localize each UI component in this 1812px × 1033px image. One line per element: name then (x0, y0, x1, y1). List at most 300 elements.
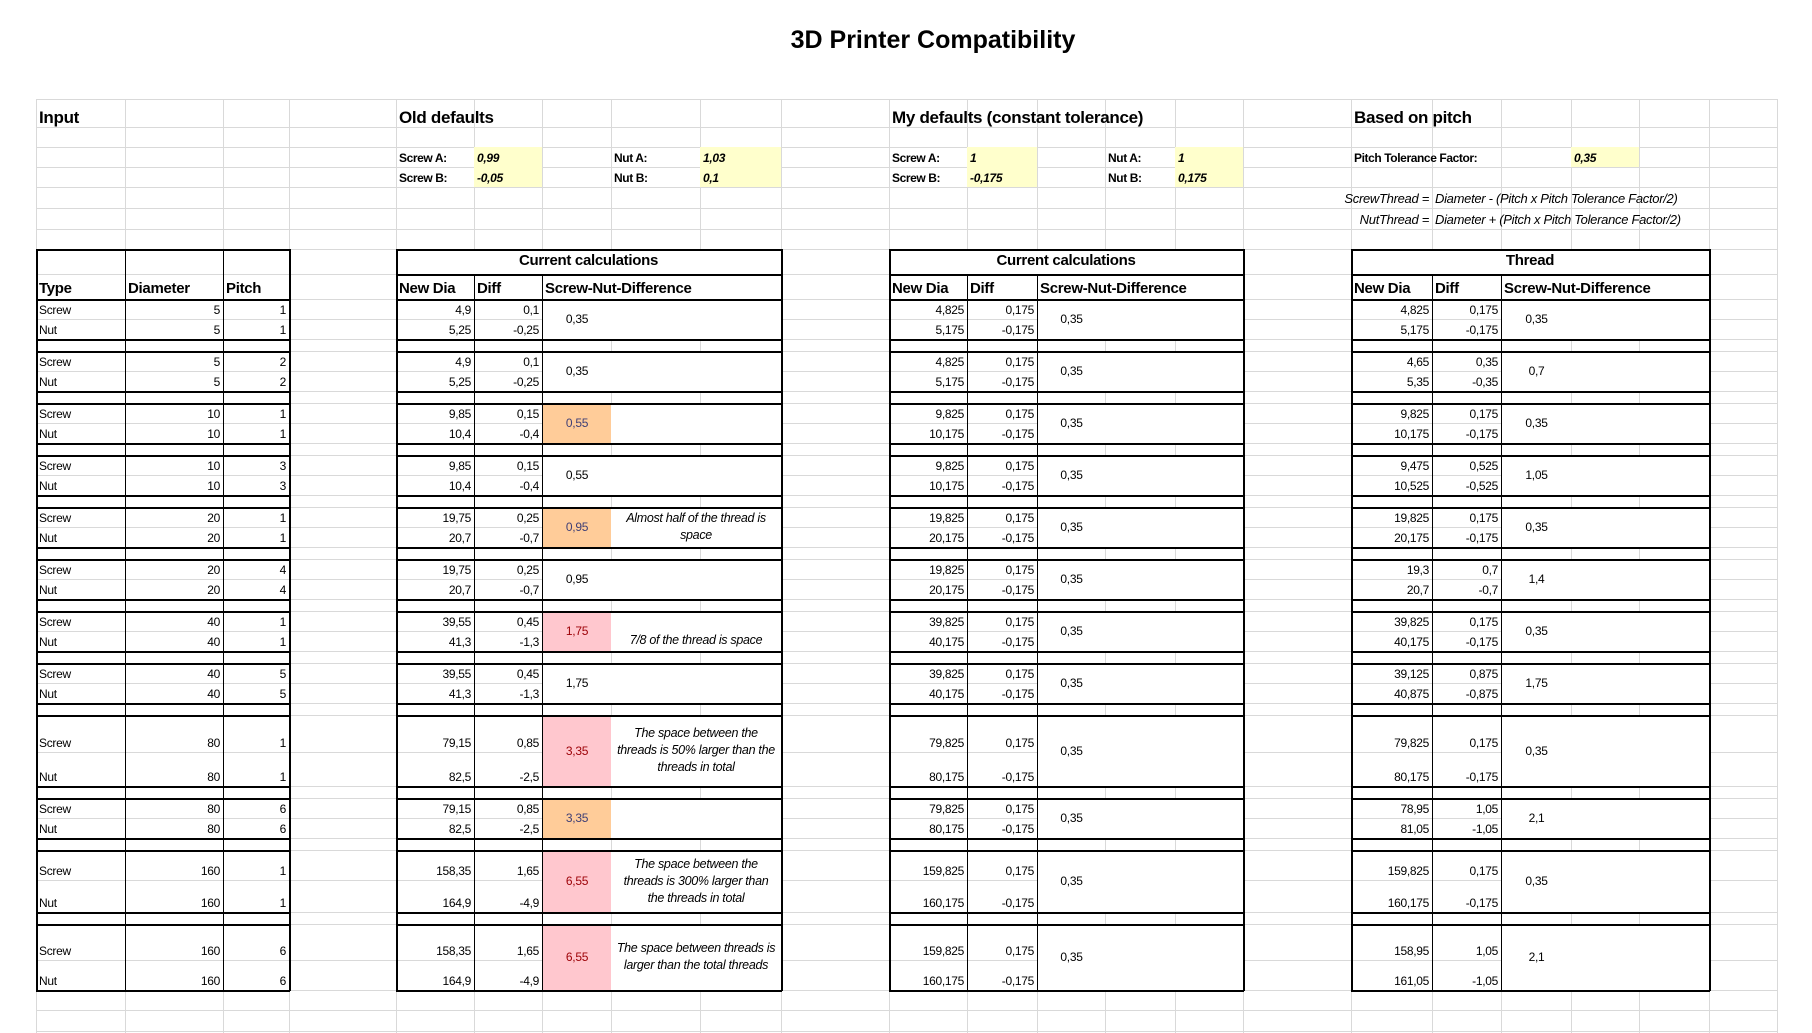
table-border (36, 611, 290, 613)
table-border (474, 274, 475, 991)
old-diff-cell: 0,45 (516, 667, 539, 681)
my-screw-nut-difference-value: 0,35 (1038, 301, 1105, 339)
input-pitch-cell: 1 (279, 303, 286, 317)
table-border (396, 274, 782, 276)
table-border (36, 663, 290, 665)
old-diff-cell: 1,65 (516, 944, 539, 958)
thread-new-dia-cell: 10,525 (1394, 479, 1429, 493)
table-border (289, 249, 291, 991)
old-diff-cell: 1,65 (516, 864, 539, 878)
thread-screw-nut-difference-value: 0,35 (1502, 405, 1571, 443)
old-diff-cell: -1,3 (519, 635, 539, 649)
old-new-dia-cell: 164,9 (442, 974, 471, 988)
table-border (396, 249, 398, 991)
old-new-dia-cell: 19,75 (442, 563, 471, 577)
gridline (36, 1010, 1778, 1011)
my-comment-cell (1105, 717, 1243, 786)
input-type-cell: Nut (39, 822, 57, 836)
section-my-title: My defaults (constant tolerance) (892, 108, 1144, 127)
input-pitch-cell: 1 (279, 615, 286, 629)
thread-new-dia-cell: 40,875 (1394, 687, 1429, 701)
input-diameter-cell: 40 (207, 615, 220, 629)
input-type-cell: Nut (39, 896, 57, 910)
old-comment-cell (611, 353, 781, 391)
table-border (889, 850, 1244, 852)
my-diff-cell: 0,175 (1005, 355, 1034, 369)
my-comment-cell (1105, 665, 1243, 703)
pitch-factor-label: Pitch Tolerance Factor: (1354, 151, 1478, 165)
input-diameter-cell: 160 (200, 864, 220, 878)
old-new-dia-cell: 39,55 (442, 667, 471, 681)
input-pitch-cell: 1 (279, 770, 286, 784)
table-border (36, 850, 290, 852)
old-comment-cell (611, 800, 781, 838)
old-diff-cell: -4,9 (519, 896, 539, 910)
input-type-cell: Screw (39, 864, 71, 878)
sheet-title: 3D Printer Compatibility (790, 26, 1076, 54)
table-border (889, 912, 1244, 914)
table-border (36, 798, 290, 800)
old-new-dia-cell: 10,4 (448, 427, 471, 441)
old-screw-nut-difference-value: 0,55 (543, 405, 611, 443)
my-new-dia-cell: 9,825 (935, 459, 964, 473)
my-screw-b-input[interactable]: -0,175 (967, 167, 1037, 187)
table-border (36, 339, 290, 341)
thread-new-dia-cell: 159,825 (1387, 864, 1429, 878)
input-pitch-cell: 1 (279, 635, 286, 649)
my-diff-cell: -0,175 (1001, 635, 1034, 649)
input-type-cell: Screw (39, 407, 71, 421)
my-diff-cell: 0,175 (1005, 736, 1034, 750)
input-diameter-cell: 160 (200, 974, 220, 988)
thread-comment-cell (1571, 717, 1709, 786)
my-diff-cell: -0,175 (1001, 822, 1034, 836)
table-border (1351, 547, 1710, 549)
thread-diff-cell: -0,525 (1465, 479, 1498, 493)
my-new-dia-cell: 79,825 (929, 802, 964, 816)
table-border (889, 990, 1244, 992)
my-diff-cell: -0,175 (1001, 974, 1034, 988)
thread-new-dia-cell: 19,3 (1406, 563, 1429, 577)
input-pitch-cell: 1 (279, 896, 286, 910)
table-border (1351, 651, 1710, 653)
thread-diff-cell: 0,175 (1469, 615, 1498, 629)
table-border (396, 443, 782, 445)
old-screw-nut-difference-value: 0,55 (543, 457, 611, 495)
my-new-dia-cell: 19,825 (929, 511, 964, 525)
table-border (396, 850, 782, 852)
input-diameter-cell: 80 (207, 802, 220, 816)
table-border (396, 798, 782, 800)
old-new-dia-cell: 5,25 (448, 375, 471, 389)
input-pitch-cell: 1 (279, 323, 286, 337)
input-type-cell: Nut (39, 687, 57, 701)
header-type: Type (39, 280, 72, 297)
my-header-new-dia: New Dia (892, 280, 949, 297)
my-diff-cell: 0,175 (1005, 459, 1034, 473)
input-diameter-cell: 80 (207, 822, 220, 836)
old-screw-nut-difference-value: 0,35 (543, 353, 611, 391)
old-comment-cell: 7/8 of the thread is space (611, 613, 781, 651)
table-border (889, 339, 1244, 341)
table-border (1709, 249, 1711, 991)
thread-new-dia-cell: 4,65 (1406, 355, 1429, 369)
my-screw-nut-difference-value: 0,35 (1038, 561, 1105, 599)
table-border (889, 786, 1244, 788)
table-border (1351, 924, 1710, 926)
thread-diff-cell: 1,05 (1475, 944, 1498, 958)
my-comment-cell (1105, 926, 1243, 990)
my-diff-cell: 0,175 (1005, 944, 1034, 958)
table-border (396, 351, 782, 353)
section-input-title: Input (39, 108, 80, 127)
table-border (36, 912, 290, 914)
table-border (1351, 351, 1710, 353)
old-new-dia-cell: 82,5 (448, 822, 471, 836)
table-border (36, 924, 290, 926)
thread-diff-cell: -0,175 (1465, 427, 1498, 441)
old-diff-cell: -0,25 (513, 323, 539, 337)
gridline (36, 229, 1778, 230)
table-border (396, 339, 782, 341)
table-border (1351, 249, 1353, 991)
thread-comment-cell (1571, 561, 1709, 599)
my-comment-cell (1105, 405, 1243, 443)
old-new-dia-cell: 19,75 (442, 511, 471, 525)
old-comment-cell (611, 457, 781, 495)
input-type-cell: Nut (39, 583, 57, 597)
table-border (396, 912, 782, 914)
table-border (1243, 249, 1245, 991)
table-border (1351, 798, 1710, 800)
thread-new-dia-cell: 78,95 (1400, 802, 1429, 816)
my-comment-cell (1105, 852, 1243, 912)
input-type-cell: Nut (39, 427, 57, 441)
table-border (889, 715, 1244, 717)
my-new-dia-cell: 10,175 (929, 427, 964, 441)
my-new-dia-cell: 40,175 (929, 687, 964, 701)
thread-diff-cell: 0,175 (1469, 864, 1498, 878)
table-border (223, 249, 224, 991)
thread-diff-cell: -0,35 (1472, 375, 1498, 389)
my-new-dia-cell: 159,825 (922, 864, 964, 878)
table-border (889, 391, 1244, 393)
thread-new-dia-cell: 5,175 (1400, 323, 1429, 337)
old-new-dia-cell: 20,7 (448, 531, 471, 545)
my-diff-cell: -0,175 (1001, 531, 1034, 545)
input-pitch-cell: 1 (279, 531, 286, 545)
input-diameter-cell: 5 (213, 303, 220, 317)
my-new-dia-cell: 79,825 (929, 736, 964, 750)
old-diff-cell: -2,5 (519, 822, 539, 836)
my-screw-a-label: Screw A: (892, 151, 940, 165)
table-border (36, 455, 290, 457)
screw-formula: Diameter - (Pitch x Pitch Tolerance Factor/2) (1435, 191, 1678, 206)
thread-screw-nut-difference-value: 0,35 (1502, 509, 1571, 547)
table-border (36, 547, 290, 549)
old-new-dia-cell: 158,35 (436, 944, 471, 958)
old-comment-cell: The space between the threads is 300% larger than the threads in total (611, 852, 781, 912)
table-border (396, 559, 782, 561)
my-new-dia-cell: 40,175 (929, 635, 964, 649)
thread-new-dia-cell: 81,05 (1400, 822, 1429, 836)
old-diff-cell: 0,1 (523, 355, 539, 369)
header-pitch: Pitch (226, 280, 262, 297)
my-new-dia-cell: 4,825 (935, 355, 964, 369)
my-comment-cell (1105, 301, 1243, 339)
old-diff-cell: -1,3 (519, 687, 539, 701)
table-border (889, 924, 1244, 926)
my-screw-nut-difference-value: 0,35 (1038, 353, 1105, 391)
input-diameter-cell: 5 (213, 375, 220, 389)
thread-new-dia-cell: 20,7 (1406, 583, 1429, 597)
my-screw-a-input[interactable]: 1 (967, 147, 1037, 167)
input-pitch-cell: 4 (279, 563, 286, 577)
old-screw-a-input[interactable]: 0,99 (474, 147, 542, 167)
old-diff-cell: -0,7 (519, 531, 539, 545)
table-border (396, 786, 782, 788)
my-header-diff: Diff (970, 280, 994, 297)
old-diff-cell: 0,25 (516, 511, 539, 525)
thread-diff-cell: -0,175 (1465, 635, 1498, 649)
table-border (36, 786, 290, 788)
input-pitch-cell: 3 (279, 479, 286, 493)
input-diameter-cell: 40 (207, 687, 220, 701)
table-border (889, 838, 1244, 840)
table-border (1351, 391, 1710, 393)
old-new-dia-cell: 164,9 (442, 896, 471, 910)
table-border (1351, 703, 1710, 705)
thread-header-screw-nut-difference: Screw-Nut-Difference (1501, 274, 1709, 299)
old-new-dia-cell: 158,35 (436, 864, 471, 878)
thread-comment-cell (1571, 665, 1709, 703)
old-screw-nut-difference-value: 0,95 (543, 509, 611, 547)
nut-formula: Diameter + (Pitch x Pitch Tolerance Factor/2) (1435, 212, 1681, 227)
table-border (889, 249, 1244, 251)
thread-screw-nut-difference-value: 0,35 (1502, 613, 1571, 651)
my-diff-cell: -0,175 (1001, 479, 1034, 493)
old-diff-cell: 0,85 (516, 736, 539, 750)
table-border (1351, 495, 1710, 497)
gridline (1777, 99, 1778, 1033)
table-border (36, 559, 290, 561)
thread-diff-cell: 0,7 (1482, 563, 1498, 577)
input-pitch-cell: 1 (279, 407, 286, 421)
my-diff-cell: -0,175 (1001, 583, 1034, 597)
my-diff-cell: 0,175 (1005, 563, 1034, 577)
table-border (1351, 850, 1710, 852)
my-diff-cell: 0,175 (1005, 407, 1034, 421)
old-header-diff: Diff (477, 280, 501, 297)
thread-new-dia-cell: 10,175 (1394, 427, 1429, 441)
table-border (1351, 249, 1710, 251)
thread-new-dia-cell: 19,825 (1394, 511, 1429, 525)
old-nut-b-label: Nut B: (614, 171, 648, 185)
table-border (1432, 274, 1433, 991)
thread-new-dia-cell: 9,825 (1400, 407, 1429, 421)
table-border (781, 249, 783, 991)
my-new-dia-cell: 80,175 (929, 770, 964, 784)
my-screw-b-label: Screw B: (892, 171, 941, 185)
my-diff-cell: -0,175 (1001, 375, 1034, 389)
section-old-title: Old defaults (399, 108, 494, 127)
table-border (1351, 663, 1710, 665)
thread-new-dia-cell: 161,05 (1394, 974, 1429, 988)
table-border (36, 249, 290, 251)
table-border (1351, 443, 1710, 445)
thread-diff-cell: 0,875 (1469, 667, 1498, 681)
table-border (396, 990, 782, 992)
my-screw-nut-difference-value: 0,35 (1038, 405, 1105, 443)
my-screw-nut-difference-value: 0,35 (1038, 800, 1105, 838)
old-screw-nut-difference-value: 1,75 (543, 665, 611, 703)
thread-new-dia-cell: 80,175 (1394, 770, 1429, 784)
input-diameter-cell: 20 (207, 511, 220, 525)
input-type-cell: Screw (39, 563, 71, 577)
input-pitch-cell: 1 (279, 427, 286, 441)
input-type-cell: Nut (39, 375, 57, 389)
table-border (396, 715, 782, 717)
input-pitch-cell: 1 (279, 511, 286, 525)
table-border (36, 299, 290, 301)
table-border (36, 651, 290, 653)
table-border (396, 299, 782, 301)
old-new-dia-cell: 82,5 (448, 770, 471, 784)
table-border (1351, 507, 1710, 509)
old-comment-cell (611, 561, 781, 599)
old-screw-nut-difference-value: 0,95 (543, 561, 611, 599)
table-border (889, 249, 891, 991)
table-border (889, 299, 1244, 301)
thread-comment-cell (1571, 852, 1709, 912)
thread-screw-nut-difference-value: 2,1 (1502, 800, 1571, 838)
thread-comment-cell (1571, 613, 1709, 651)
old-new-dia-cell: 10,4 (448, 479, 471, 493)
my-diff-cell: -0,175 (1001, 687, 1034, 701)
old-diff-cell: -0,7 (519, 583, 539, 597)
input-diameter-cell: 5 (213, 355, 220, 369)
thread-screw-nut-difference-value: 0,35 (1502, 717, 1571, 786)
table-border (1351, 559, 1710, 561)
thread-diff-cell: -0,875 (1465, 687, 1498, 701)
table-border (889, 798, 1244, 800)
table-border (36, 351, 290, 353)
old-nut-a-label: Nut A: (614, 151, 648, 165)
my-diff-cell: 0,175 (1005, 615, 1034, 629)
old-comment-cell: The space between threads is larger than the total threads (611, 926, 781, 990)
old-screw-b-label: Screw B: (399, 171, 448, 185)
input-pitch-cell: 5 (279, 687, 286, 701)
table-border (1351, 299, 1710, 301)
table-border (889, 651, 1244, 653)
table-border (396, 391, 782, 393)
old-nut-b-input[interactable]: 0,1 (700, 167, 781, 187)
pitch-factor-input[interactable]: 0,35 (1571, 147, 1639, 167)
table-border (889, 495, 1244, 497)
old-screw-b-input[interactable]: -0,05 (474, 167, 542, 187)
table-border (36, 403, 290, 405)
table-border (967, 274, 968, 991)
table-border (889, 703, 1244, 705)
table-border (889, 663, 1244, 665)
table-border (1037, 274, 1038, 991)
table-border (889, 351, 1244, 353)
old-comment-cell: Almost half of the thread is space (611, 509, 781, 547)
input-type-cell: Screw (39, 802, 71, 816)
input-type-cell: Nut (39, 531, 57, 545)
input-pitch-cell: 6 (279, 944, 286, 958)
my-nut-a-label: Nut A: (1108, 151, 1142, 165)
table-border (396, 838, 782, 840)
old-new-dia-cell: 41,3 (448, 635, 471, 649)
my-new-dia-cell: 10,175 (929, 479, 964, 493)
my-new-dia-cell: 5,175 (935, 375, 964, 389)
my-comment-cell (1105, 800, 1243, 838)
gridline (36, 1031, 1778, 1032)
my-screw-nut-difference-value: 0,35 (1038, 717, 1105, 786)
my-table-title: Current calculations (889, 249, 1243, 274)
table-border (36, 391, 290, 393)
thread-diff-cell: -0,175 (1465, 770, 1498, 784)
old-new-dia-cell: 39,55 (442, 615, 471, 629)
table-border (1351, 599, 1710, 601)
table-border (36, 703, 290, 705)
old-screw-nut-difference-value: 6,55 (543, 926, 611, 990)
my-nut-a-input[interactable]: 1 (1175, 147, 1243, 167)
old-new-dia-cell: 79,15 (442, 736, 471, 750)
old-nut-a-input[interactable]: 1,03 (700, 147, 781, 167)
thread-diff-cell: -1,05 (1472, 974, 1498, 988)
table-border (1351, 912, 1710, 914)
my-new-dia-cell: 4,825 (935, 303, 964, 317)
input-type-cell: Screw (39, 736, 71, 750)
table-border (889, 403, 1244, 405)
table-border (36, 715, 290, 717)
thread-diff-cell: -1,05 (1472, 822, 1498, 836)
old-new-dia-cell: 9,85 (448, 459, 471, 473)
gridline (36, 127, 1778, 128)
old-new-dia-cell: 4,9 (455, 303, 471, 317)
input-diameter-cell: 20 (207, 563, 220, 577)
old-new-dia-cell: 9,85 (448, 407, 471, 421)
my-nut-b-input[interactable]: 0,175 (1175, 167, 1243, 187)
old-diff-cell: -2,5 (519, 770, 539, 784)
my-new-dia-cell: 20,175 (929, 531, 964, 545)
thread-new-dia-cell: 5,35 (1406, 375, 1429, 389)
old-new-dia-cell: 79,15 (442, 802, 471, 816)
old-comment-cell (611, 301, 781, 339)
thread-diff-cell: 0,175 (1469, 303, 1498, 317)
my-screw-nut-difference-value: 0,35 (1038, 613, 1105, 651)
thread-screw-nut-difference-value: 0,7 (1502, 353, 1571, 391)
old-new-dia-cell: 41,3 (448, 687, 471, 701)
old-diff-cell: 0,15 (516, 459, 539, 473)
my-new-dia-cell: 19,825 (929, 563, 964, 577)
thread-new-dia-cell: 4,825 (1400, 303, 1429, 317)
my-header-screw-nut-difference: Screw-Nut-Difference (1037, 274, 1243, 299)
thread-comment-cell (1571, 926, 1709, 990)
input-diameter-cell: 10 (207, 479, 220, 493)
thread-diff-cell: -0,7 (1478, 583, 1498, 597)
input-type-cell: Nut (39, 323, 57, 337)
table-border (396, 599, 782, 601)
thread-comment-cell (1571, 457, 1709, 495)
thread-screw-nut-difference-value: 1,75 (1502, 665, 1571, 703)
thread-header-diff: Diff (1435, 280, 1459, 297)
my-diff-cell: -0,175 (1001, 427, 1034, 441)
my-diff-cell: -0,175 (1001, 770, 1034, 784)
input-type-cell: Nut (39, 635, 57, 649)
